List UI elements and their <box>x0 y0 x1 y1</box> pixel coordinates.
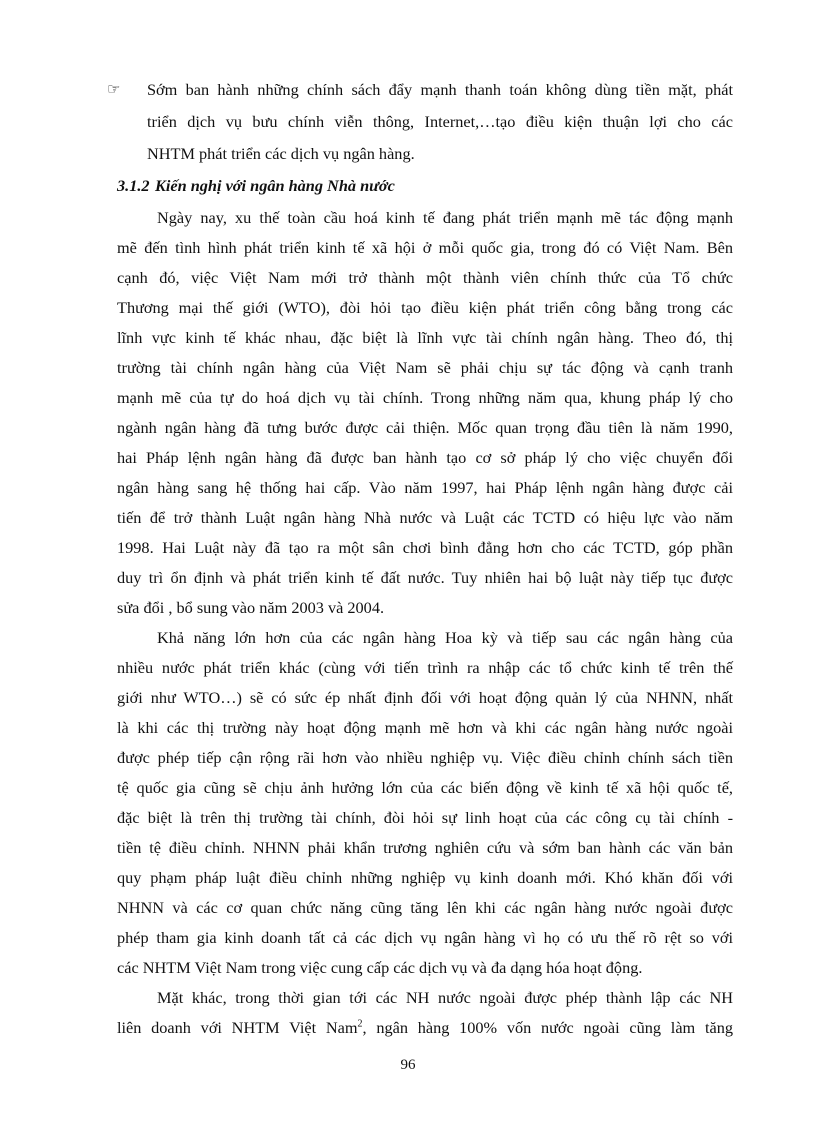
text-line: mẽ đến tình hình phát triển kinh tế xã hội ở mỗi quốc gia, trong đó có Việt Nam. Bên <box>117 238 733 257</box>
bullet-item <box>107 74 733 170</box>
text-segment: liên doanh với NHTM Việt Nam <box>117 1018 358 1037</box>
page-number: 96 <box>400 1057 416 1073</box>
text-line: cạnh đó, việc Việt Nam mới trở thành một thành viên chính thức của Tổ chức <box>117 268 733 287</box>
text-line: các NHTM Việt Nam trong việc cung cấp các dịch vụ và đa dạng hóa hoạt động. <box>117 958 643 977</box>
text-line: Ngày nay, xu thế toàn cầu hoá kinh tế đang phát triển mạnh mẽ tác động mạnh <box>157 208 733 227</box>
text-segment: , ngân hàng 100% vốn nước ngoài cũng làm tăng <box>362 1018 733 1037</box>
text-line: là khi các thị trường này hoạt động mạnh mẽ hơn và khi các ngân hàng nước ngoài <box>117 718 733 737</box>
paragraph <box>117 203 733 623</box>
text-line: 1998. Hai Luật này đã tạo ra một sân chơi bình đẳng hơn cho các TCTD, góp phần <box>117 538 733 557</box>
text-line: tệ quốc gia cũng sẽ chịu ảnh hưởng lớn của các biến động về kinh tế xã hội quốc tế, <box>117 778 733 797</box>
footnote-marker: 2 <box>357 1018 363 1030</box>
text-line: Mặt khác, trong thời gian tới các NH nước ngoài được phép thành lập các NH <box>157 988 733 1007</box>
text-line: tiến để trở thành Luật ngân hàng Nhà nước và Luật các TCTD có hiệu lực vào năm <box>117 508 733 527</box>
text-line: phép tham gia kinh doanh tất cả các dịch vụ ngân hàng vì họ có ưu thế rõ rệt so với <box>117 928 733 947</box>
text-line: Sớm ban hành những chính sách đẩy mạnh thanh toán không dùng tiền mặt, phát <box>147 80 733 99</box>
section-number: 3.1.2 <box>117 176 150 195</box>
text-line: đặc biệt là trên thị trường tài chính, đòi hỏi sự linh hoạt của các công cụ tài chính - <box>117 808 733 827</box>
section-title: Kiến nghị với ngân hàng Nhà nước <box>155 176 395 195</box>
text-line: được phép tiếp cận rộng rãi hơn vào nhiều nghiệp vụ. Việc điều chỉnh chính sách tiền <box>117 748 733 767</box>
text-line: triển dịch vụ bưu chính viễn thông, Internet,…tạo điều kiện thuận lợi cho các <box>147 112 733 131</box>
text-line <box>117 1013 733 1043</box>
text-line: nhiều nước phát triển khác (cùng với tiến trình ra nhập các tổ chức kinh tế trên thế <box>117 658 733 677</box>
section-heading <box>117 170 733 202</box>
text-line: trường tài chính ngân hàng của Việt Nam sẽ phải chịu sự tác động và cạnh tranh <box>117 358 733 377</box>
text-line: ngân hàng sang hệ thống hai cấp. Vào năm 1997, hai Pháp lệnh ngân hàng được cải <box>117 478 733 497</box>
text-line: mạnh mẽ của tự do hoá dịch vụ tài chính. Trong những năm qua, khung pháp lý cho <box>117 388 733 407</box>
body-text <box>117 203 733 1043</box>
text-line: NHTM phát triển các dịch vụ ngân hàng. <box>147 144 415 163</box>
text-line: ngành ngân hàng đã tưng bước được cải thiện. Mốc quan trọng đầu tiên là năm 1990, <box>117 418 733 437</box>
text-line: tiền tệ điều chỉnh. NHNN phải khẩn trương nghiên cứu và sớm ban hành các văn bản <box>117 838 733 857</box>
text-line: sửa đổi , bổ sung vào năm 2003 và 2004. <box>117 598 385 617</box>
hand-pointing-icon: ☞ <box>107 82 121 98</box>
text-line: hai Pháp lệnh ngân hàng đã được ban hành tạo cơ sở pháp lý cho việc chuyển đổi <box>117 448 733 467</box>
text-line: NHNN và các cơ quan chức năng cũng tăng lên khi các ngân hàng nước ngoài được <box>117 898 733 917</box>
text-line: Khả năng lớn hơn của các ngân hàng Hoa kỳ và tiếp sau các ngân hàng của <box>157 628 733 647</box>
text-line: quy phạm pháp luật điều chỉnh những nghiệp vụ kinh doanh mới. Khó khăn đối với <box>117 868 733 887</box>
text-line: lĩnh vực kinh tế khác nhau, đặc biệt là lĩnh vực tài chính ngân hàng. Theo đó, thị <box>117 328 733 347</box>
text-line: Thương mại thế giới (WTO), đòi hỏi tạo điều kiện phát triển công bằng trong các <box>117 298 733 317</box>
paragraph <box>117 983 733 1043</box>
text-line: giới như WTO…) sẽ có sức ép nhất định đối với hoạt động quản lý của NHNN, nhất <box>117 688 733 707</box>
paragraph <box>117 623 733 983</box>
text-line: duy trì ổn định và phát triển kinh tế đất nước. Tuy nhiên hai bộ luật này tiếp tục được <box>117 568 733 587</box>
